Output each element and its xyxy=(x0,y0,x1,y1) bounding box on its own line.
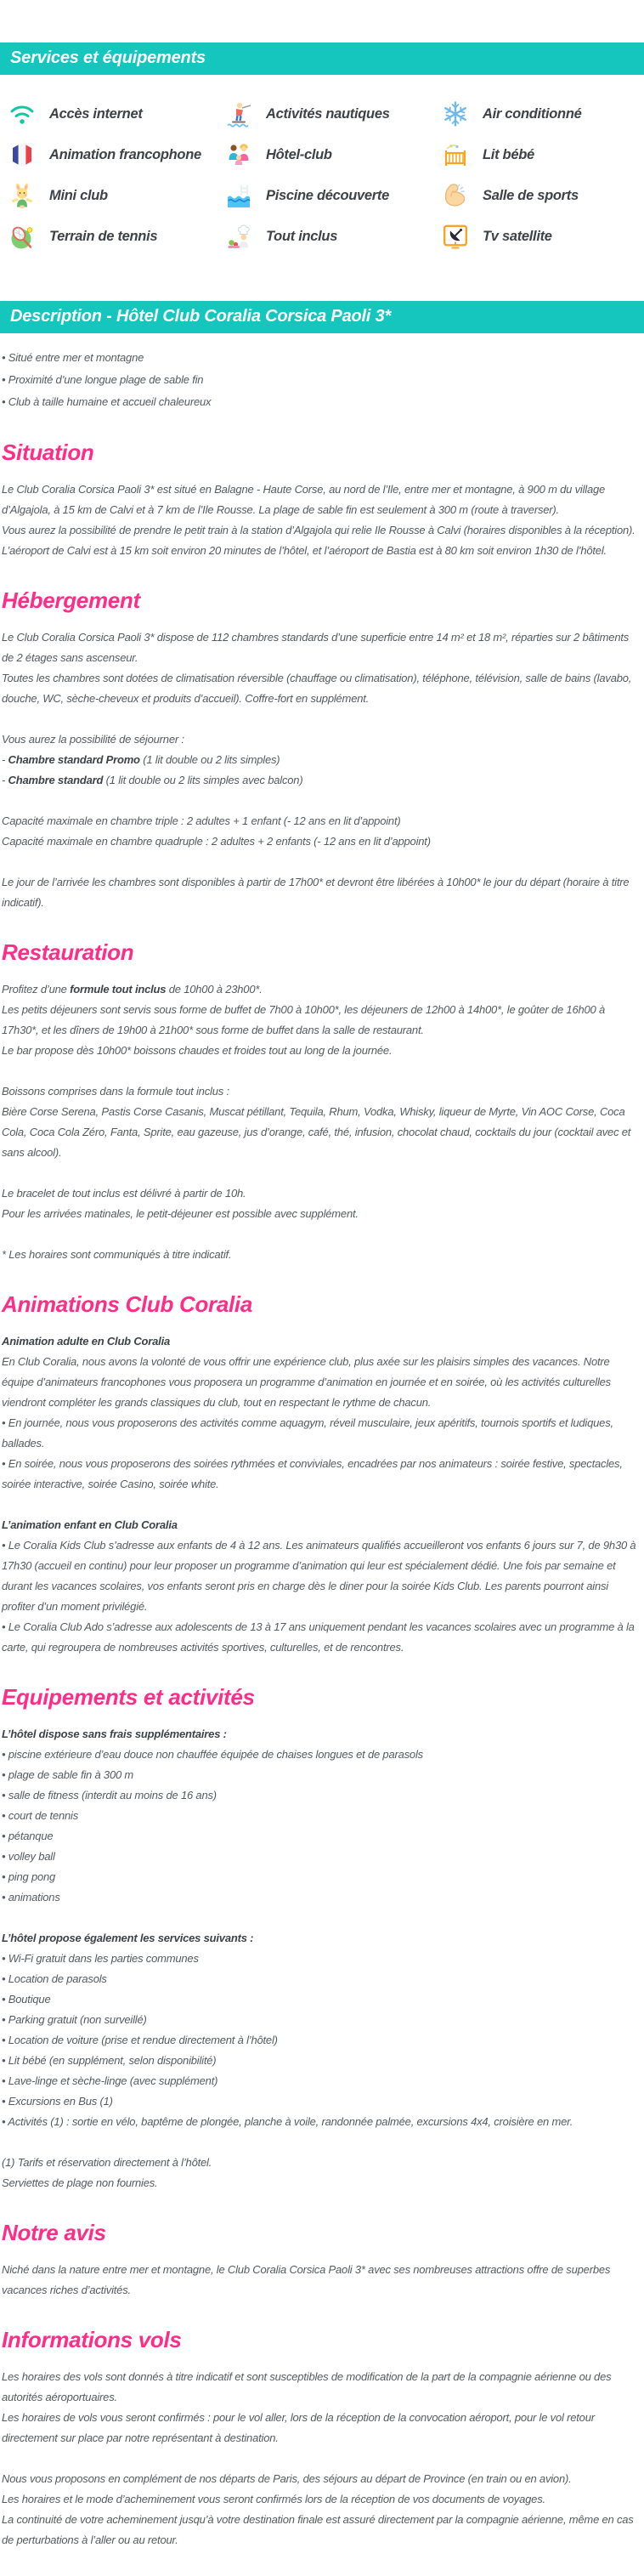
text: • piscine extérieure d’eau douce non chauffée équipée de chaises longues et de parasols xyxy=(2,1748,423,1761)
text: Les horaires de vols vous seront confirmés : pour le vol aller, lors de la réception de la convocation aéroport, pour le vol retour directement sur place par notre représentant à destination. xyxy=(2,2411,595,2444)
paragraph xyxy=(2,1745,641,1765)
text: (1 lit double ou 2 lits simples) xyxy=(139,753,280,766)
text: Vous aurez la possibilité de prendre le petit train à la station d’Algajola qui relie Ile Rousse à Calvi (horaires disponibles à la réception). xyxy=(2,524,636,536)
text: • Parking gratuit (non surveillé) xyxy=(2,2013,147,2026)
paragraph xyxy=(2,1204,641,1224)
text: Capacité maximale en chambre triple : 2 adultes + 1 enfant (- 12 ans en lit d’appoint) xyxy=(2,814,401,827)
blank-line xyxy=(2,2448,641,2469)
paragraph xyxy=(2,1969,641,1989)
paragraph xyxy=(2,1041,641,1061)
service-item xyxy=(8,216,225,257)
section-heading: Animations Club Coralia xyxy=(2,1291,253,1317)
text: Nous vous proposons en complément de nos départs de Paris, des séjours au départ de Province (en train ou en avion). xyxy=(2,2472,572,2485)
text: • Boutique xyxy=(2,1993,51,2006)
blank-line xyxy=(2,1061,641,1081)
content-section xyxy=(2,347,641,413)
service-label: Activités nautiques xyxy=(266,105,390,122)
bold-text: L’animation enfant en Club Coralia xyxy=(2,1518,178,1531)
paragraph xyxy=(2,627,641,668)
text: • plage de sable fin à 300 m xyxy=(2,1768,134,1781)
service-label: Tout inclus xyxy=(266,228,338,244)
tennis-icon xyxy=(8,223,36,250)
family-icon xyxy=(225,141,252,168)
service-item xyxy=(442,175,644,216)
text: • ping pong xyxy=(2,1870,56,1883)
blank-line xyxy=(2,791,641,811)
text: • salle de fitness (interdit au moins de 16 ans) xyxy=(2,1789,217,1801)
description-section-title: Description - Hôtel Club Coralia Corsica Paoli 3* xyxy=(10,307,392,326)
service-label: Air conditionné xyxy=(483,105,582,122)
service-label: Tv satellite xyxy=(483,228,552,244)
description-section-bar xyxy=(0,301,644,333)
paragraph xyxy=(2,541,641,561)
text: Serviettes de plage non fournies. xyxy=(2,2176,158,2189)
text: Le bar propose dès 10h00* boissons chaudes et froides tout au long de la journée. xyxy=(2,1044,393,1057)
paragraph xyxy=(2,2260,641,2301)
service-label: Mini club xyxy=(49,187,108,203)
text: * Les horaires sont communiqués à titre indicatif. xyxy=(2,1248,232,1261)
services-grid xyxy=(0,75,644,265)
paragraph xyxy=(2,872,641,913)
paragraph xyxy=(2,2071,641,2091)
text: - xyxy=(2,753,8,766)
text: • Excursions en Bus (1) xyxy=(2,2095,113,2108)
section-heading: Notre avis xyxy=(2,2220,106,2245)
text: Niché dans la nature entre mer et montagne, le Club Coralia Corsica Paoli 3* avec ses nombreuses attractions offre de superbes vacances riches d’activités. xyxy=(2,2263,611,2296)
text: Le jour de l’arrivée les chambres sont disponibles à partir de 17h00* et devront être libérées à 10h00* le jour du départ (horaire à titre indicatif). xyxy=(2,876,630,909)
text: Le Club Coralia Corsica Paoli 3* est situé en Balagne - Haute Corse, au nord de l’Ile, entre mer et montagne, à 900 m du village d’Algajola, à 15 km de Calvi et à 7 km de l’Ile Rousse. La plage de sable fin est seulement à 300 m (route à traverser). xyxy=(2,483,606,516)
paragraph xyxy=(2,1867,641,1887)
text: Les petits déjeuners sont servis sous forme de buffet de 7h00 à 10h00*, les déjeuners de 12h00 à 14h00*, le goûter de 16h00 à 17h30*, et les dîners de 19h00 à 21h00* sous forme de buffet dans la salle de restaurant. xyxy=(2,1003,606,1036)
paragraph xyxy=(2,369,641,391)
baby-crib-icon xyxy=(442,141,469,168)
text: Capacité maximale en chambre quadruple : 2 adultes + 2 enfants (- 12 ans en lit d’appoint) xyxy=(2,835,431,848)
paragraph xyxy=(2,2469,641,2489)
paragraph xyxy=(2,1928,641,1949)
snowflake-icon xyxy=(442,100,469,128)
bunny-icon xyxy=(8,182,36,209)
paragraph xyxy=(2,979,641,1000)
service-label: Terrain de tennis xyxy=(49,228,158,244)
paragraph xyxy=(2,1515,641,1535)
service-item xyxy=(442,216,644,257)
bold-text: Chambre standard Promo xyxy=(8,753,140,766)
paragraph xyxy=(2,520,641,541)
pool-icon xyxy=(225,182,252,209)
paragraph xyxy=(2,1949,641,1969)
paragraph xyxy=(2,2408,641,2448)
paragraph xyxy=(2,2367,641,2408)
text: • Situé entre mer et montagne xyxy=(2,351,144,364)
text: Toutes les chambres sont dotées de climatisation réversible (chauffage ou climatisation), téléphone, télévision, salle de bains (lavabo, douche, WC, sèche-cheveux et produits d’accueil). Coffre-fort en supplément. xyxy=(2,672,632,705)
paragraph xyxy=(2,347,641,369)
section-heading: Situation xyxy=(2,440,94,465)
text: • court de tennis xyxy=(2,1809,79,1822)
paragraph xyxy=(2,1000,641,1041)
content-section xyxy=(2,1291,641,1658)
blank-line xyxy=(2,852,641,872)
paragraph xyxy=(2,1617,641,1658)
paragraph xyxy=(2,1535,641,1617)
services-section-title: Services et équipements xyxy=(10,48,206,67)
text: Bière Corse Serena, Pastis Corse Casanis, Muscat pétillant, Tequila, Rhum, Vodka, Whisky, liqueur de Myrte, Vin AOC Corse, Coca Cola, Coca Cola Zéro, Fanta, Sprite, eau gazeuse, jus d’orange, café, thé, infusion, chocolat chaud, cocktails du jour (cocktail avec et sans alcool). xyxy=(2,1105,631,1159)
text: • volley ball xyxy=(2,1850,55,1863)
paragraph xyxy=(2,1785,641,1806)
bold-text: Animation adulte en Club Coralia xyxy=(2,1335,171,1348)
paragraph xyxy=(2,750,641,770)
text: - xyxy=(2,774,8,786)
text: • Proximité d’une longue plage de sable fin xyxy=(2,373,204,386)
content-section xyxy=(2,939,641,1265)
paragraph xyxy=(2,2112,641,2132)
service-label: Animation francophone xyxy=(49,146,201,162)
paragraph xyxy=(2,1847,641,1867)
description-content xyxy=(0,333,644,2576)
paragraph xyxy=(2,831,641,852)
text: Boissons comprises dans la formule tout inclus : xyxy=(2,1085,229,1098)
blank-line xyxy=(2,1163,641,1183)
bold-text: Chambre standard xyxy=(8,774,104,786)
service-item xyxy=(225,175,442,216)
paragraph xyxy=(2,1887,641,1908)
service-item xyxy=(442,134,644,175)
paragraph xyxy=(2,2010,641,2030)
paragraph xyxy=(2,2510,641,2550)
paragraph xyxy=(2,2030,641,2051)
services-section-bar xyxy=(0,43,644,75)
content-section xyxy=(2,439,641,561)
paragraph xyxy=(2,770,641,791)
paragraph xyxy=(2,1806,641,1826)
blank-line xyxy=(2,1908,641,1928)
paragraph xyxy=(2,1331,641,1352)
text: • Le Coralia Club Ado s’adresse aux adolescents de 13 à 17 ans uniquement pendant les vacances scolaires avec un programme à la carte, qui regroupera de nombreuses activités sportives, culturelles, et de rencontres. xyxy=(2,1620,635,1654)
bold-text: L’hôtel dispose sans frais supplémentaires : xyxy=(2,1728,227,1740)
biceps-icon xyxy=(442,182,469,209)
bold-text: formule tout inclus xyxy=(70,983,167,996)
paragraph xyxy=(2,1102,641,1163)
paragraph xyxy=(2,1724,641,1745)
content-section xyxy=(2,2219,641,2301)
text: La continuité de votre acheminement jusqu’à votre destination finale est assuré directement par la compagnie aérienne, même en cas de perturbations à l’aller ou au retour. xyxy=(2,2513,634,2546)
text: • Le Coralia Kids Club s’adresse aux enfants de 4 à 12 ans. Les animateurs qualifiés accueilleront vos enfants 6 jours sur 7, de 9h30 à 17h30 (accueil en continu) pour leur proposer un programme d’animation qui leur est spécialement dédié. Une fois par semaine et durant les vacances scolaires, vos enfants seront pris en charge dès le diner pour la soirée Kids Club. Les parents pourront ainsi profiter d’un moment privilégié. xyxy=(2,1539,636,1613)
paragraph xyxy=(2,2153,641,2173)
blank-line xyxy=(2,2132,641,2153)
text: • Location de parasols xyxy=(2,1972,107,1985)
section-heading: Restauration xyxy=(2,939,134,965)
text: Vous aurez la possibilité de séjourner : xyxy=(2,733,184,746)
service-item xyxy=(8,175,225,216)
blank-line xyxy=(2,1495,641,1515)
chef-icon xyxy=(225,223,252,250)
content-section xyxy=(2,587,641,913)
service-item xyxy=(225,94,442,134)
text: (1 lit double ou 2 lits simples avec balcon) xyxy=(103,774,303,786)
text: L’aéroport de Calvi est à 15 km soit environ 20 minutes de l’hôtel, et l’aéroport de Bastia est à 80 km soit environ 1h30 de l’hôtel. xyxy=(2,544,607,557)
text: (1) Tarifs et réservation directement à l’hôtel. xyxy=(2,2156,212,2169)
paragraph xyxy=(2,1081,641,1102)
wifi-icon xyxy=(8,100,36,128)
service-item xyxy=(8,94,225,134)
bold-text: L’hôtel propose également les services suivants : xyxy=(2,1932,254,1944)
text: • En soirée, nous vous proposerons des soirées rythmées et conviviales, encadrées par nos animateurs : soirée festive, spectacles, soirée interactive, soirée Casino, soirée white. xyxy=(2,1457,623,1490)
text: • animations xyxy=(2,1891,60,1904)
text: Le bracelet de tout inclus est délivré à partir de 10h. xyxy=(2,1187,246,1200)
paragraph xyxy=(2,1765,641,1785)
text: • Activités (1) : sortie en vélo, baptême de plongée, planche à voile, randonnée palmée, excursions 4x4, croisière en mer. xyxy=(2,2115,573,2128)
paragraph xyxy=(2,1826,641,1847)
section-heading: Hébergement xyxy=(2,587,140,613)
blank-line xyxy=(2,1224,641,1245)
service-label: Piscine découverte xyxy=(266,187,390,203)
text: • Lave-linge et sèche-linge (avec supplément) xyxy=(2,2074,218,2087)
paragraph xyxy=(2,2091,641,2112)
paragraph xyxy=(2,2051,641,2071)
text: En Club Coralia, nous avons la volonté de vous offrir une expérience club, plus axée sur les plaisirs simples des vacances. Notre équipe d’animateurs francophones vous proposera un programme d’animation en journée et en soirée, où les activités culturelles viendront compléter les grands classiques du club, tout en respectant le rythme de chacun. xyxy=(2,1355,611,1409)
service-label: Accès internet xyxy=(49,105,143,122)
paragraph xyxy=(2,1183,641,1204)
service-label: Salle de sports xyxy=(483,187,579,203)
section-heading: Informations vols xyxy=(2,2327,182,2352)
water-ski-icon xyxy=(225,100,252,128)
text: Les horaires et le mode d’acheminement vous seront confirmés lors de la réception de vos documents de voyages. xyxy=(2,2493,545,2505)
satellite-tv-icon xyxy=(442,223,469,250)
paragraph xyxy=(2,729,641,750)
paragraph xyxy=(2,2173,641,2193)
text: Les horaires des vols sont donnés à titre indicatif et sont susceptibles de modification de la part de la compagnie aérienne ou des autorités aéroportuaires. xyxy=(2,2370,612,2403)
paragraph xyxy=(2,479,641,520)
paragraph xyxy=(2,1413,641,1454)
service-item xyxy=(225,134,442,175)
content-section xyxy=(2,2326,641,2550)
text: Profitez d’une xyxy=(2,983,71,996)
paragraph xyxy=(2,1352,641,1413)
text: Le Club Coralia Corsica Paoli 3* dispose de 112 chambres standards d’une superficie entre 14 m² et 18 m², réparties sur 2 bâtiments de 2 étages sans ascenseur. xyxy=(2,631,630,664)
paragraph xyxy=(2,1989,641,2010)
service-item xyxy=(442,94,644,134)
service-label: Lit bébé xyxy=(483,146,534,162)
text: • Lit bébé (en supplément, selon disponibilité) xyxy=(2,2054,217,2067)
text: • En journée, nous vous proposerons des activités comme aquagym, réveil musculaire, jeux apéritifs, tournois sportifs et ludiques, ballades. xyxy=(2,1416,613,1450)
paragraph xyxy=(2,2489,641,2510)
service-item xyxy=(225,216,442,257)
text: • Wi-Fi gratuit dans les parties communes xyxy=(2,1952,199,1965)
paragraph xyxy=(2,391,641,413)
text: Pour les arrivées matinales, le petit-déjeuner est possible avec supplément. xyxy=(2,1207,359,1220)
content-section xyxy=(2,1683,641,2193)
paragraph xyxy=(2,811,641,831)
service-label: Hôtel-club xyxy=(266,146,332,162)
paragraph xyxy=(2,1454,641,1495)
blank-line xyxy=(2,709,641,729)
text: de 10h00 à 23h00*. xyxy=(166,983,263,996)
text: • pétanque xyxy=(2,1830,54,1842)
text: • Club à taille humaine et accueil chaleureux xyxy=(2,395,212,408)
section-heading: Equipements et activités xyxy=(2,1684,255,1710)
french-flag-icon xyxy=(8,141,36,168)
paragraph xyxy=(2,668,641,709)
text: • Location de voiture (prise et rendue directement à l’hôtel) xyxy=(2,2034,278,2046)
service-item xyxy=(8,134,225,175)
paragraph xyxy=(2,1245,641,1265)
